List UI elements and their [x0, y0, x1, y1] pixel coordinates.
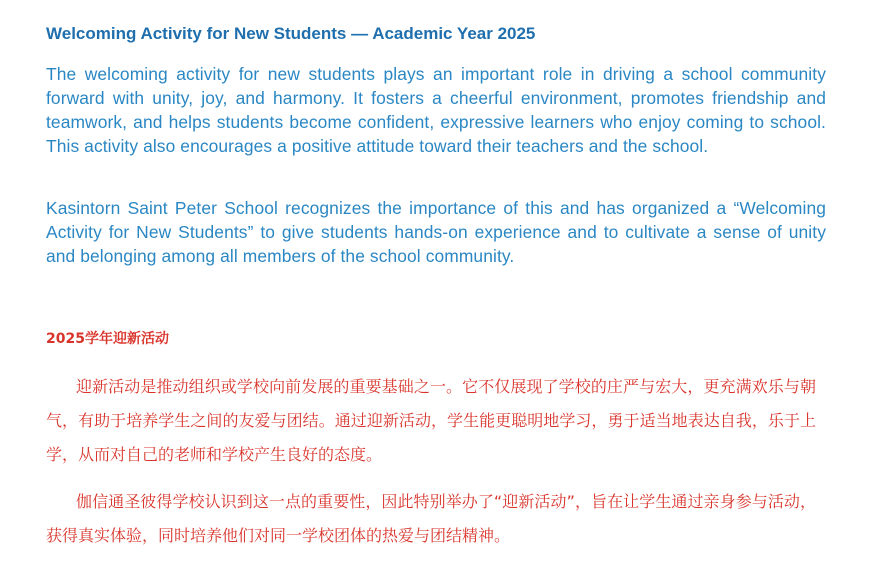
chinese-paragraph-2: 伽信通圣彼得学校认识到这一点的重要性，因此特别举办了“迎新活动”，旨在让学生通过亲身参与活动，获得真实体验，同时培养他们对同一学校团体的热爱与团结精神。 [46, 492, 816, 545]
english-title: Welcoming Activity for New Students — Academic Year 2025 [46, 24, 536, 43]
english-paragraph-1: The welcoming activity for new students plays an important role in driving a school community forward with unity, joy, and harmony. It fosters a cheerful environment, promotes friendship and teamwork, and helps students become confident, expressive learners who enjoy coming to school. This activity also encourages a positive attitude toward their teachers and the school. [46, 64, 826, 156]
english-paragraph-2: Kasintorn Saint Peter School recognizes the importance of this and has organized a “Welcoming Activity for New Students” to give students hands-on experience and to cultivate a sense of unity and belonging among all members of the school community. [46, 198, 826, 266]
chinese-title: 2025学年迎新活动 [46, 331, 169, 347]
chinese-paragraph-1: 迎新活动是推动组织或学校向前发展的重要基础之一。它不仅展现了学校的庄严与宏大，更充满欢乐与朝气，有助于培养学生之间的友爱与团结。通过迎新活动，学生能更聪明地学习，勇于适当地表达自我，乐于上学，从而对自己的老师和学校产生良好的态度。 [46, 377, 816, 464]
